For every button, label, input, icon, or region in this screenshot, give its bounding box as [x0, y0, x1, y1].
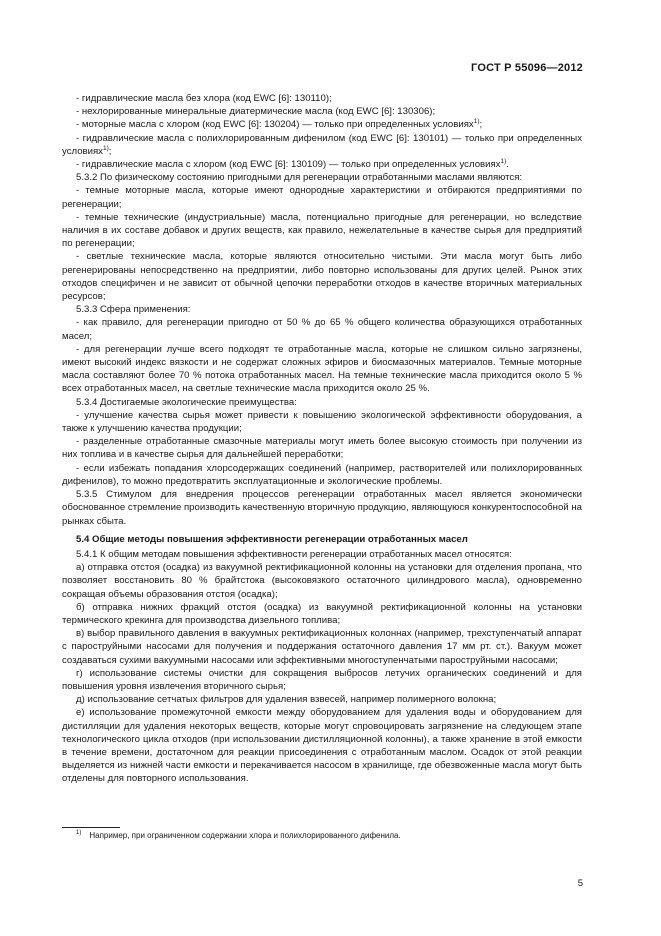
- paragraph: - улучшение качества сырья может привести к повышению экологической эффективности оборудования, а также к улучшению качества продукции;: [62, 409, 582, 435]
- paragraph: 5.3.2 По физическому состоянию пригодными для регенерации отработанными маслами являются:: [76, 172, 523, 184]
- paragraph: - для регенерации лучше всего подходят те отработанные масла, которые не слишком сильно загрязнены, имеют высокий индекс вязкости и не содержат сложных эфиров и биосмазочных материалов. Темные моторные масла составляют более 70 % потока отработанных масел. На темные технические масла приходится около 5 % всех отработанных масел, на светлые технические масла приходится около 25 %.: [62, 343, 582, 395]
- paragraph: - темные моторные масла, которые имеют однородные характеристики и отбираются предприятиями по регенерации;: [62, 185, 582, 210]
- paragraph: б) отправка нижних фракций отстоя (осадка) из вакуумной ректификационной колонны на установки термического крекинга для производства дизельного топлива;: [62, 601, 582, 626]
- paragraph: г) использование системы очистки для сокращения выбросов летучих органических соединений и для повышения уровня извлечения вторичного сырья;: [62, 667, 582, 692]
- section-heading: 5.4 Общие методы повышения эффективности регенерации отработанных масел: [76, 533, 468, 545]
- paragraph: - нехлорированные минеральные диатермические масла (код EWC [6]: 130306);: [76, 106, 436, 118]
- paragraph: а) отправка отстоя (осадка) из вакуумной ректификационной колонны на установки для отделения пропана, что позволяет восстановить 80 % брайтстока (высоковязкого остаточного цилиндрового масла), одновременно сокращая объемы образования отстоя (осадка);: [62, 562, 582, 600]
- paragraph: - гидравлические масла с хлором (код EWC [6]: 130109) — только при определенных условиях$^{1)}$.: [76, 157, 509, 171]
- paragraph: - разделенные отработанные смазочные материалы могут иметь более высокую стоимость при получении из них топлива и в качестве сырья для дальнейшей переработки;: [62, 436, 582, 461]
- footnote-text: Например, при ограниченном содержании хлора и полихлорированного дифенила.: [89, 831, 401, 840]
- paragraph: - гидравлические масла без хлора (код EWC [6]: 130110);: [76, 93, 332, 104]
- footnote-marker: 1): [76, 830, 82, 837]
- paragraph: - светлые технические масла, которые являются относительно чистыми. Эти масла могут быть либо регенерированы непосредственно на предприятии, либо повторно использованы для других целей. Рынок этих отходов специфичен и не зависит от обычной цепочки переработки отходов в качестве вторичных материальных ресурсов;: [62, 251, 582, 303]
- footnote-divider: [62, 827, 120, 828]
- paragraph: 5.3.4 Достигаемые экологические преимущества:: [76, 396, 297, 408]
- footnote-ref: 1): [102, 144, 109, 152]
- paragraph: 5.4.1 К общим методам повышения эффективности регенерации отработанных масел относятся:: [76, 548, 512, 560]
- paragraph: д) использование сетчатых фильтров для удаления взвесей, например полимерного волокна;: [76, 694, 497, 706]
- paragraph: 5.3.5 Стимулом для внедрения процессов регенерации отработанных масел является экономически обоснованное стремление производить качественную вторичную продукцию, являющуюся конкурентоспособной на рынках сбыта.: [62, 489, 582, 527]
- footnote: [76, 831, 401, 840]
- footnote-ref: 1): [500, 157, 507, 165]
- paragraph: - гидравлические масла с полихлорированным дифенилом (код EWC [6]: 130101) — только при определенных условиях$^{1)}$;: [62, 132, 582, 157]
- paragraph: 5.3.3 Сфера применения:: [76, 304, 191, 316]
- paragraph: - как правило, для регенерации пригодно от 50 % до 65 % общего количества образующихся отработанных масел;: [62, 317, 582, 342]
- page-number: 5: [577, 878, 583, 889]
- document-header: ГОСТ Р 55096—2012: [471, 62, 583, 74]
- paragraph: е) использование промежуточной емкости между оборудованием для удаления воды и оборудованием для дистилляции для удаления некоторых веществ, которые могут спровоцировать загрязнение на следующем этапе технологического цикла отходов (при использовании дистилляционной колонны), а также хранение в этой емкости в течение времени, достаточном для реакции присоединения с отработанным маслом. Осадок от этой реакции выделяется из нижней части емкости и перекачивается насосом в хранилище, где обезвоженные масла могут быть отделены для повторного использования.: [62, 707, 582, 785]
- paragraph: в) выбор правильного давления в вакуумных ректификационных колоннах (например, трехступенчатый аппарат с пароструйными насосами для получения и поддержания остаточного давления 17 мм рт. ст.). Вакуум может создаваться сухими вакуумными насосами или эффективными многоступенчатыми пароструйными насосами;: [62, 628, 582, 666]
- footnote-ref: 1): [473, 118, 480, 126]
- paragraph: - темные технические (индустриальные) масла, потенциально пригодные для регенерации, но вследствие наличия в их составе добавок и других веществ, как правило, нежелательные в качестве сырья для предприятий по регенерации;: [62, 211, 582, 250]
- paragraph: - моторные масла с хлором (код EWC [6]: 130204) — только при определенных условиях$^{1)}$;: [76, 118, 483, 131]
- document-body: [62, 92, 582, 786]
- paragraph: - если избежать попадания хлорсодержащих соединений (например, растворителей или полихлорированных дифенилов), то можно предотвратить эксплуатационные и экологические проблемы.: [62, 462, 582, 487]
